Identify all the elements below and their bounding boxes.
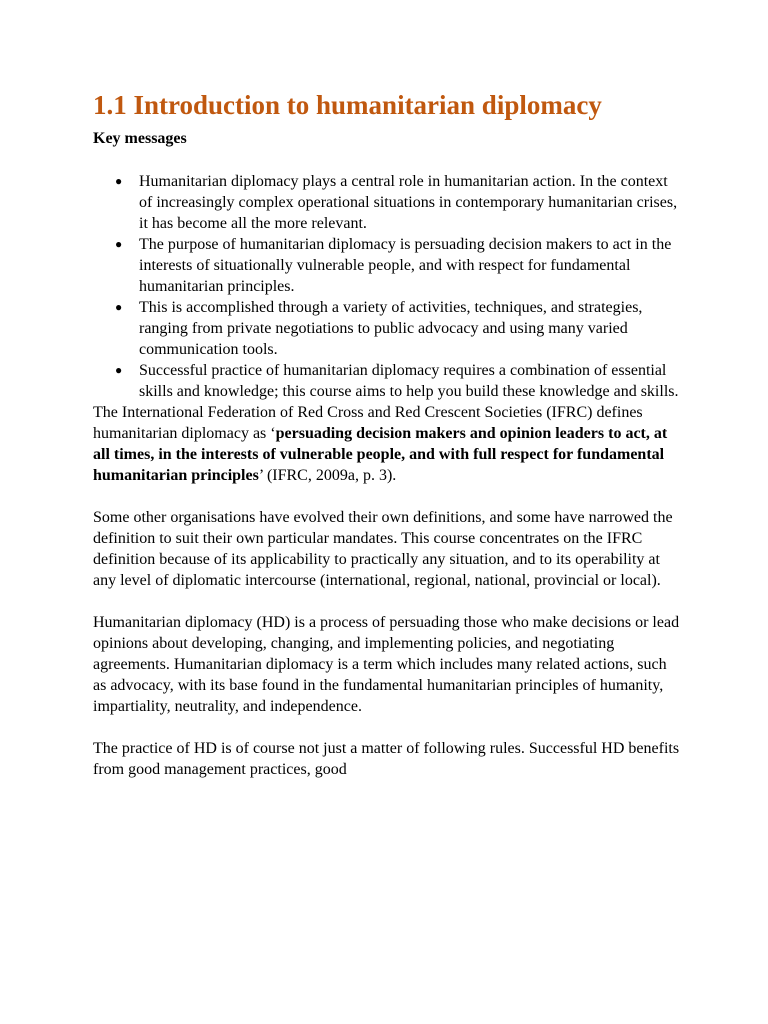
- list-item-text: The purpose of humanitarian diplomacy is persuading decision makers to act in the interests of situationally vulnerable people, and with respect for fundamental humanitarian principles.: [139, 236, 672, 295]
- key-messages-list: [93, 171, 693, 402]
- document-page: [93, 88, 693, 780]
- list-item: [115, 360, 679, 402]
- definition-citation: ’ (IFRC, 2009a, p. 3).: [258, 467, 397, 484]
- definition-intro: The International Federation of Red Cross and Red Crescent Societies (IFRC) defines humanitarian diplomacy as ‘: [93, 404, 643, 442]
- bullet-icon: ●: [115, 300, 123, 314]
- definition-paragraph: [93, 402, 683, 486]
- list-item-text: Humanitarian diplomacy plays a central role in humanitarian action. In the context of increasingly complex operational situations in contemporary humanitarian crises, it has become all the more relevant.: [139, 173, 678, 232]
- bullet-icon: ●: [115, 363, 123, 377]
- list-item: [115, 171, 679, 234]
- list-item-text: This is accomplished through a variety of activities, techniques, and strategies, ranging from private negotiations to public advocacy and using many varied communication tools.: [139, 299, 643, 358]
- body-paragraph: Some other organisations have evolved their own definitions, and some have narrowed the definition to suit their own particular mandates. This course concentrates on the IFRC definition because of its applicability to practically any situation, and to its operability at any level of diplomatic intercourse (international, regional, national, provincial or local).: [93, 509, 673, 589]
- definition-quote: persuading decision makers and opinion leaders to act, at all times, in the interests of vulnerable people, and with full respect for fundamental humanitarian principles: [93, 425, 668, 484]
- section-title: 1.1 Introduction to humanitarian diplomacy: [93, 90, 602, 120]
- list-item: [115, 297, 679, 360]
- list-item-text: Successful practice of humanitarian diplomacy requires a combination of essential skills and knowledge; this course aims to help you build these knowledge and skills.: [139, 362, 679, 400]
- key-messages-heading: Key messages: [93, 130, 187, 147]
- body-paragraph: The practice of HD is of course not just a matter of following rules. Successful HD benefits from good management practices, good: [93, 740, 680, 778]
- bullet-icon: ●: [115, 174, 123, 188]
- body-paragraph: Humanitarian diplomacy (HD) is a process of persuading those who make decisions or lead opinions about developing, changing, and implementing policies, and negotiating agreements. Humanitarian diplomacy is a term which includes many related actions, such as advocacy, with its base found in the fundamental humanitarian principles of humanity, impartiality, neutrality, and independence.: [93, 614, 680, 715]
- bullet-icon: ●: [115, 237, 123, 251]
- list-item: [115, 234, 679, 297]
